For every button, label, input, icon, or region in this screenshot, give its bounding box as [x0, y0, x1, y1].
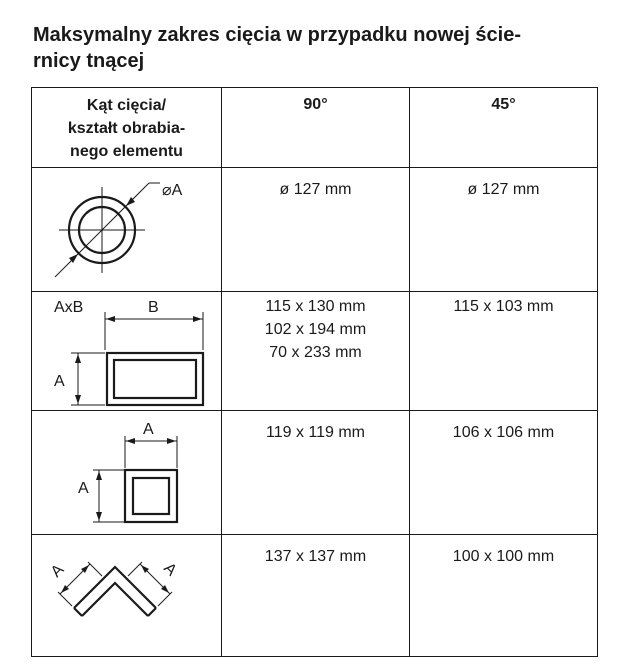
header-shape-line-1: Kąt cięcia/ [86, 97, 167, 114]
angle-right-ext-1 [128, 562, 142, 576]
value-pipe-45: ø 127 mm [467, 181, 540, 198]
square-a-top-label: A [143, 421, 154, 438]
header-45-label: 45° [491, 96, 516, 113]
value-square-90: 119 x 119 mm [265, 424, 365, 441]
value-pipe-90: ø 127 mm [279, 181, 352, 198]
value-rect-90-2: 102 x 194 mm [264, 321, 367, 338]
rect-b-arrow-right [193, 316, 202, 322]
square-side-arrow-bottom [96, 512, 102, 521]
title-line-2: rnicy tnącej [33, 50, 145, 72]
angle-right-ext-2 [158, 592, 172, 606]
table-header-row [32, 88, 598, 168]
header-90-cell [222, 88, 410, 168]
rectangular-profile-diagram-icon [32, 292, 220, 409]
table-row [32, 535, 598, 657]
shape-cell-pipe [32, 168, 222, 292]
shape-cell-square [32, 411, 222, 535]
cutting-range-table [31, 87, 598, 657]
angle-right-end [148, 608, 156, 616]
value-cell-rect-45 [410, 292, 598, 411]
value-angle-45: 100 x 100 mm [452, 548, 555, 565]
title-line-1: Maksymalny zakres cięcia w przypadku nowej ście- [33, 24, 522, 46]
square-side-arrow-top [96, 471, 102, 480]
value-cell-pipe-45 [410, 168, 598, 292]
angle-inner-edge [82, 583, 148, 616]
round-pipe-diagram-icon [32, 168, 220, 290]
value-cell-angle-90 [222, 535, 410, 657]
value-rect-45-1: 115 x 103 mm [453, 298, 554, 315]
angle-right-label: A [160, 559, 180, 580]
rect-axb-label: AxB [54, 299, 84, 316]
rect-a-arrow-bottom [75, 395, 81, 404]
table-row [32, 168, 598, 292]
header-90-label: 90° [303, 96, 328, 113]
square-inner [133, 478, 169, 514]
rect-b-arrow-left [106, 316, 115, 322]
square-top-arrow-right [167, 438, 176, 444]
angle-left-ext-2 [88, 562, 102, 576]
value-cell-square-45 [410, 411, 598, 535]
value-cell-rect-90 [222, 292, 410, 411]
header-shape-line-2: kształt obrabia- [67, 120, 186, 137]
rect-b-label: B [148, 299, 159, 316]
page-title [33, 22, 613, 74]
rect-a-arrow-top [75, 354, 81, 363]
value-angle-90: 137 x 137 mm [264, 548, 367, 565]
rect-a-label: A [54, 373, 65, 390]
angle-outer-edge [74, 567, 156, 608]
value-square-45: 106 x 106 mm [452, 424, 555, 441]
header-45-cell [410, 88, 598, 168]
value-rect-90-3: 70 x 233 mm [269, 344, 362, 361]
rect-inner [114, 360, 196, 398]
value-cell-pipe-90 [222, 168, 410, 292]
value-cell-square-90 [222, 411, 410, 535]
angle-profile-diagram-icon [32, 535, 220, 655]
shape-cell-rect [32, 292, 222, 411]
header-shape-cell [32, 88, 222, 168]
angle-left-ext-1 [58, 592, 72, 606]
square-profile-diagram-icon [32, 411, 220, 533]
square-a-side-label: A [78, 480, 89, 497]
angle-left-label: A [47, 561, 68, 581]
angle-left-end [74, 608, 82, 616]
square-top-arrow-left [126, 438, 135, 444]
table-row [32, 411, 598, 535]
value-rect-90-1: 115 x 130 mm [265, 298, 366, 315]
table-row [32, 292, 598, 411]
value-cell-angle-45 [410, 535, 598, 657]
pipe-diameter-label: ⌀A [162, 182, 183, 199]
header-shape-line-3: nego elementu [70, 143, 183, 160]
shape-cell-angle [32, 535, 222, 657]
